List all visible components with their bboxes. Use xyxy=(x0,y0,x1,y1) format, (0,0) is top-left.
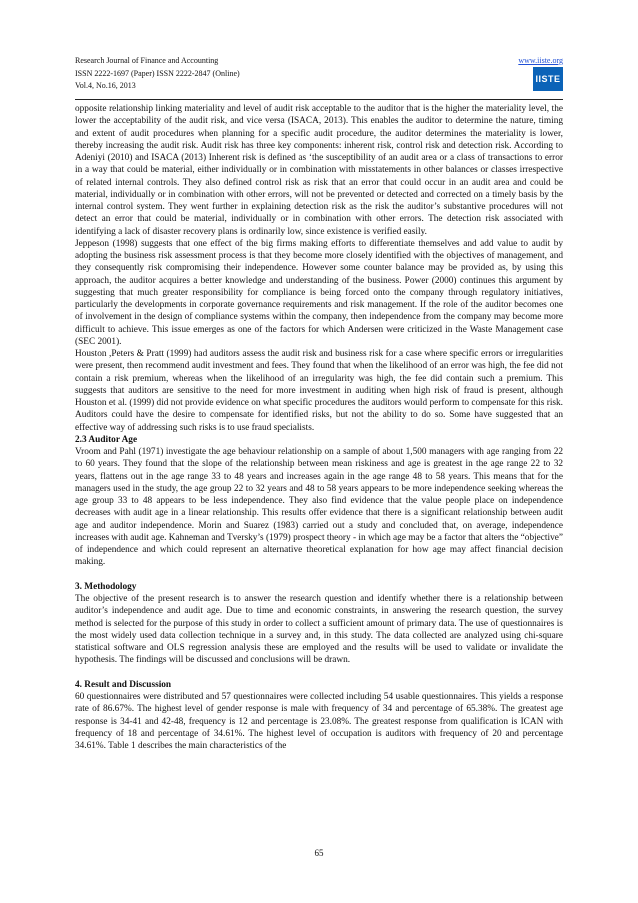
iiste-logo: IISTE xyxy=(533,67,563,91)
page-header xyxy=(75,55,563,99)
journal-site xyxy=(518,55,563,68)
paragraph-jeppeson: Jeppeson (1998) suggests that one effect of the big firms making efforts to differentiate themselves and add value to audit by adopting the business risk assessment process is that they become more closely identified with the objectives of management, and they consequently risk compromising their independence. However some counter balance may be provided as, by using this approach, the auditor acquires a better knowledge and understanding of the business. Power (2000) continues this argument by suggesting that much greater responsibility for compliance is being forced onto the company through regulatory initiatives, particularly the developments in corporate governance requirements and risk management. If the role of the auditor becomes one of involvement in the design of compliance systems within the company, then independence from the company may become more difficult to achieve. This issue emerges as one of the factors for which Andersen were criticized in the Waste Management case (SEC 2001). xyxy=(75,238,563,347)
journal-title: Research Journal of Finance and Accounting xyxy=(75,56,219,65)
paragraph-methodology: The objective of the present research is to answer the research question and identify whether there is a relationship between auditor’s independence and audit age. Due to time and economic constraints, in answering the research question, the survey method is selected for the purpose of this study in order to collect a sufficient amount of primary data. The use of questionnaires is the most widely used data collection technique in a survey and, in this study. The data collected are analyzed using chi-square statistical software and OLS regression analysis these are employed and the results will be used to validate or invalidate the hypothesis. The findings will be discussed and conclusions will be drawn. xyxy=(75,594,563,666)
header-divider xyxy=(75,99,563,100)
article-body xyxy=(75,103,563,752)
section-heading-methodology: 3. Methodology xyxy=(75,581,137,592)
section-heading-results: 4. Result and Discussion xyxy=(75,679,172,690)
page-number: 65 xyxy=(314,848,324,858)
paragraph-results: 60 questionnaires were distributed and 57 questionnaires were collected including 54 usable questionnaires. This yields a response rate of 86.67%. The highest level of gender response is male with frequency of 34 and percentage of 65.38%. The greatest age response is 34-41 and 42-48, frequency is 12 and percentage is 23.08%. The greatest response from qualification is ICAN with frequency of 18 and percentage of 34.61%. The highest level of occupation is auditors with frequency of 20 and percentage 34.61%. Table 1 describes the main characteristics of the xyxy=(75,692,563,751)
section-gap xyxy=(75,667,563,679)
journal-info xyxy=(75,55,563,93)
journal-volume: Vol.4, No.16, 2013 xyxy=(75,81,136,90)
paragraph-vroom-pahl: Vroom and Pahl (1971) investigate the age behaviour relationship on a sample of about 1,500 managers with age ranging from 22 to 60 years. They found that the slope of the relationship between mean riskiness and age is greatest in the age range 22 to 32 years, flattens out in the age range 33 to 48 years and increases again in the age range 48 to 58 years. This means that for the managers used in the study, the age group 22 to 32 years and 48 to 58 years appears to be more independence seeking whereas the age group 33 to 48 appears to be less independence. They also find evidence that the value people place on independence decreases with audit age in a linear relationship. This results offer evidence that there is a significant relationship between audit age and auditor independence. Morin and Suarez (1983) carried out a study and concluded that, on average, independence increases with audit age. Kahneman and Tversky’s (1979) prospect theory - in which age may be a factor that alters the “objective” of independence and which could represent an alternative theoretical explanation for how age may affect financial decision making. xyxy=(75,447,563,568)
section-gap xyxy=(75,569,563,581)
journal-issn: ISSN 2222-1697 (Paper) ISSN 2222-2847 (Online) xyxy=(75,68,240,78)
paragraph-houston: Houston ,Peters & Pratt (1999) had auditors assess the audit risk and business risk for a case where specific errors or irregularities were present, then recommend audit investment and fees. They found that when the likelihood of an error was high, the fee did not contain a risk premium, whereas when the likelihood of an irregularity was high, the fee did contain such a premium. This suggests that auditors are sensitive to the need for more investment in auditing when high risk of fraud is present, although Houston et al. (1999) did not provide evidence on what specific procedures the auditors would perform to compensate for this risk. Auditors could have the desire to compensate for identified risks, but not the ability to do so. Some have suggested that an effective way of addressing such risks is to use fraud specialists. xyxy=(75,349,563,433)
journal-url-link[interactable]: www.iiste.org xyxy=(518,56,563,65)
section-heading-auditor-age: 2.3 Auditor Age xyxy=(75,434,138,445)
paragraph-audit-risk: opposite relationship linking materiality and level of audit risk acceptable to the auditor that is the higher the materiality level, the lower the acceptability of the audit risk, and vice versa (ISACA, 2013). This enables the auditor to determine the nature, timing and extent of audit procedures when planning for a specific audit procedure, the auditor determines the materiality is lower, thereby increasing the audit risk. Audit risk has three key components: inherent risk, control risk and detection risk. According to Adeniyi (2010) and ISACA (2013) Inherent risk is defined as ‘the susceptibility of an audit area or a class of transactions to error in a way that could be material, either individually or in combination with misstatements in other balances or classes irrespective of related internal controls. They also defined control risk as risk that an error that could occur in an audit area and could be material, individually or in combination with other errors, will not be prevented or detected and corrected on a timely basis by the internal control system. They went further in explaining detection risk as the risk the auditor’s substantive procedures will not detect an error that could be material, individually or in combination with other errors. The detection risk associated with identifying a lack of disaster recovery plans is ordinarily low, since existence is verified easily. xyxy=(75,104,563,237)
